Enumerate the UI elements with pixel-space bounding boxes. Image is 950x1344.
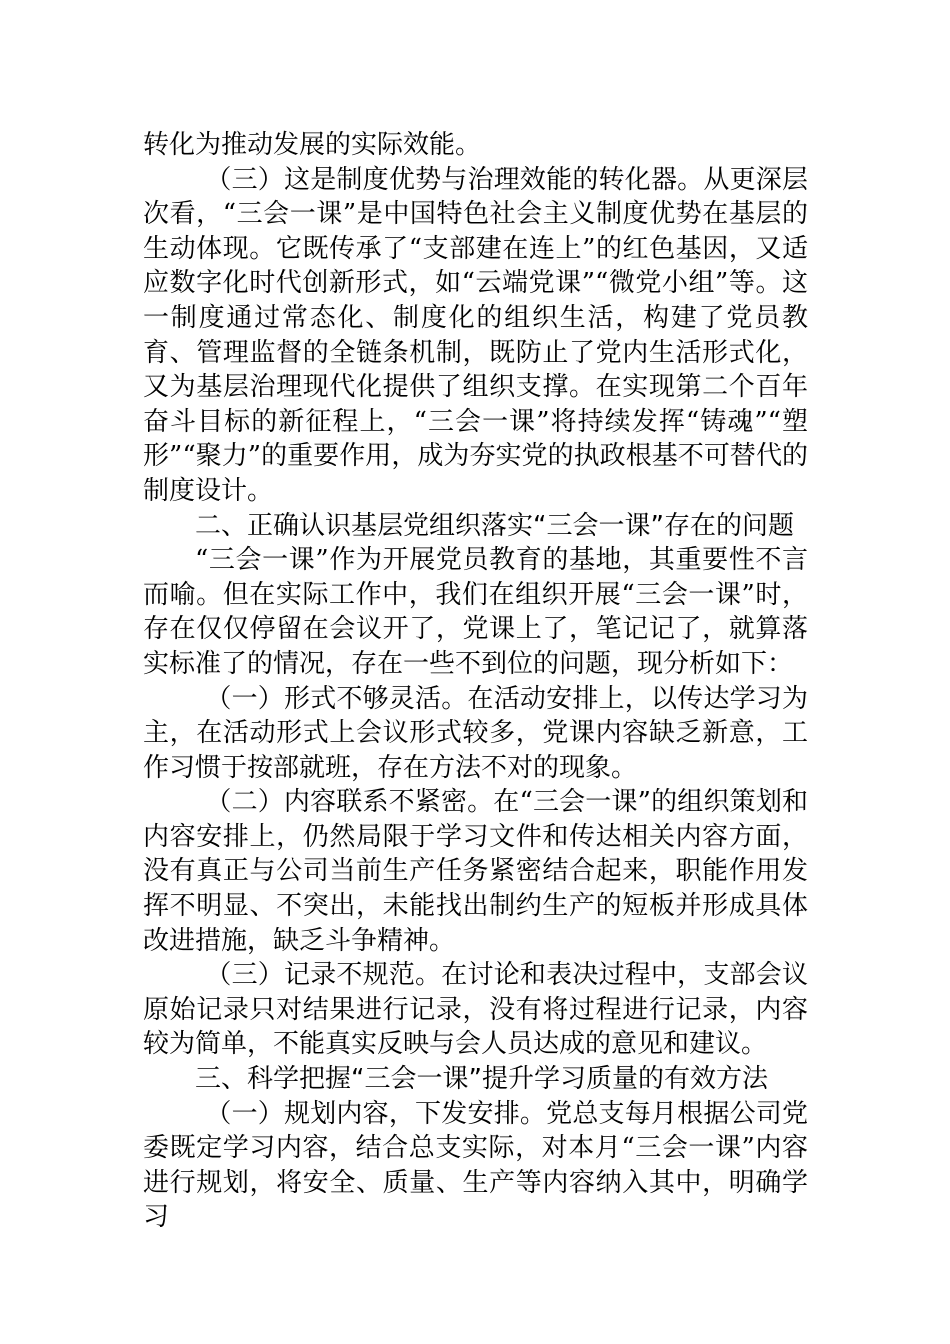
paragraph-problem-records: （三）记录不规范。在讨论和表决过程中，支部会议原始记录只对结果进行记录，没有将过程进行记录，内容较为简单，不能真实反映与会人员达成的意见和建议。 xyxy=(143,960,808,1060)
paragraph-problem-form: （一）形式不够灵活。在活动安排上，以传达学习为主，在活动形式上会议形式较多，党课内容缺乏新意，工作习惯于按部就班，存在方法不对的现象。 xyxy=(143,683,808,783)
document-page xyxy=(143,128,808,1235)
paragraph-continuation: 转化为推动发展的实际效能。 xyxy=(143,130,482,160)
paragraph-method-planning: （一）规划内容，下发安排。党总支每月根据公司党委既定学习内容，结合总支实际，对本月“三会一课”内容进行规划，将安全、质量、生产等内容纳入其中，明确学习 xyxy=(143,1098,808,1233)
paragraph-institutional-advantage: （三）这是制度优势与治理效能的转化器。从更深层次看，“三会一课”是中国特色社会主义制度优势在基层的生动体现。它既传承了“支部建在连上”的红色基因，又适应数字化时代创新形式，如“云端党课”“微党小组”等。这一制度通过常态化、制度化的组织生活，构建了党员教育、管理监督的全链条机制，既防止了党内生活形式化，又为基层治理现代化提供了组织支撑。在实现第二个百年奋斗目标的新征程上，“三会一课”将持续发挥“铸魂”“塑形”“聚力”的重要作用，成为夯实党的执政根基不可替代的制度设计。 xyxy=(143,164,808,506)
paragraph-problem-content: （二）内容联系不紧密。在“三会一课”的组织策划和内容安排上，仍然局限于学习文件和传达相关内容方面，没有真正与公司当前生产任务紧密结合起来，职能作用发挥不明显、不突出，未能找出制约生产的短板并形成具体改进措施，缺乏斗争精神。 xyxy=(143,787,808,956)
section-heading-methods: 三、科学把握“三会一课”提升学习质量的有效方法 xyxy=(195,1064,768,1095)
section-heading-problems: 二、正确认识基层党组织落实“三会一课”存在的问题 xyxy=(195,510,794,541)
paragraph-problems-intro: “三会一课”作为开展党员教育的基地，其重要性不言而喻。但在实际工作中，我们在组织开展“三会一课”时，存在仅仅停留在会议开了，党课上了，笔记记了，就算落实标准了的情况，存在一些不到位的问题，现分析如下： xyxy=(143,545,808,679)
